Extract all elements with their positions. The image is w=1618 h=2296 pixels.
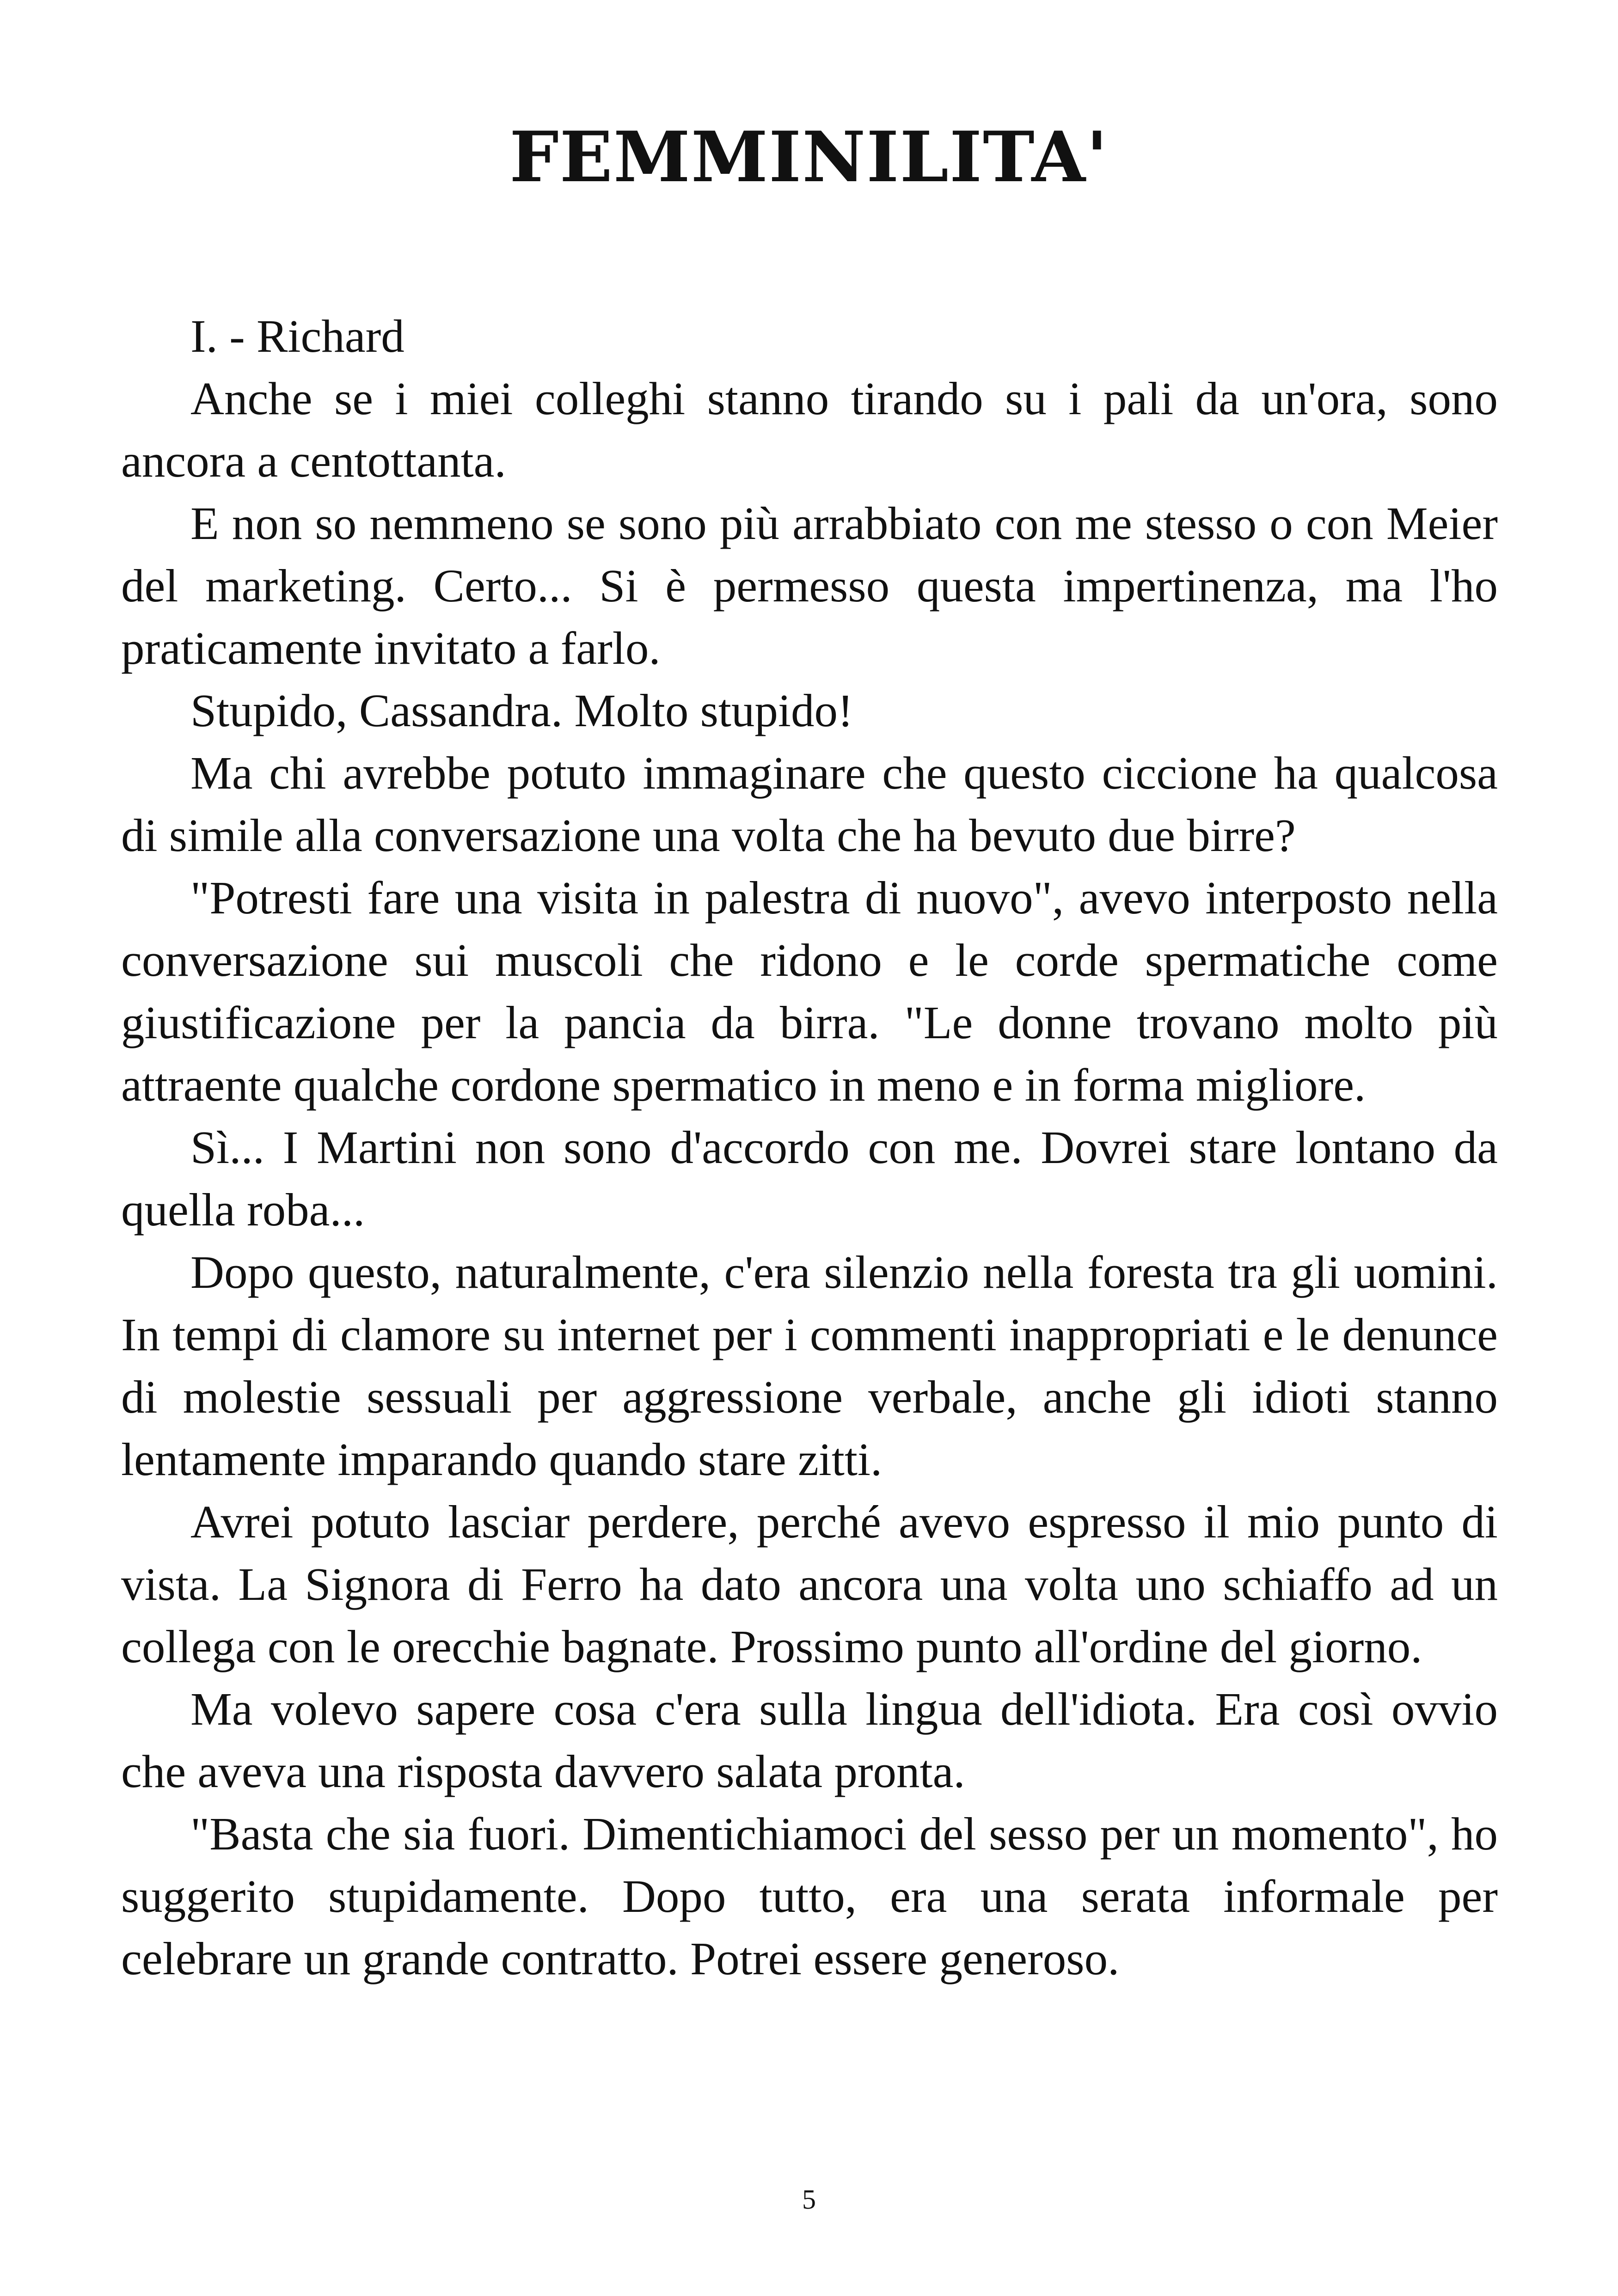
body-text [121, 305, 1498, 1990]
chapter-title: FEMMINILITA' [509, 116, 1109, 198]
paragraph: Anche se i miei colleghi stanno tirando su i pali da un'ora, sono ancora a centottanta. [121, 373, 1498, 487]
paragraph: Ma chi avrebbe potuto immaginare che questo ciccione ha qualcosa di simile alla conversazione una volta che ha bevuto due birre? [121, 747, 1498, 861]
page-number: 5 [802, 2184, 816, 2215]
paragraph: "Basta che sia fuori. Dimentichiamoci del sesso per un momento", ho suggerito stupidamente. Dopo tutto, era una serata informale per celebrare un grande contratto. Potrei essere generoso. [121, 1808, 1498, 1984]
paragraph: Sì... I Martini non sono d'accordo con me. Dovrei stare lontano da quella roba... [121, 1121, 1498, 1236]
paragraph: Ma volevo sapere cosa c'era sulla lingua dell'idiota. Era così ovvio che aveva una risposta davvero salata pronta. [121, 1683, 1498, 1797]
paragraph: Stupido, Cassandra. Molto stupido! [190, 685, 853, 736]
paragraph: Dopo questo, naturalmente, c'era silenzio nella foresta tra gli uomini. In tempi di clamore su internet per i commenti inappropriati e le denunce di molestie sessuali per aggressione verbale, anche gli idioti stanno lentamente imparando quando stare zitti. [121, 1246, 1498, 1485]
paragraph: "Potresti fare una visita in palestra di nuovo", avevo interposto nella conversazione sui muscoli che ridono e le corde spermatiche come giustificazione per la pancia da birra. "Le donne trovano molto più attraente qualche cordone spermatico in meno e in forma migliore. [121, 872, 1498, 1111]
paragraph: E non so nemmeno se sono più arrabbiato con me stesso o con Meier del marketing. Certo... Si è permesso questa impertinenza, ma l'ho praticamente invitato a farlo. [121, 497, 1498, 674]
paragraph: Avrei potuto lasciar perdere, perché avevo espresso il mio punto di vista. La Signora di Ferro ha dato ancora una volta uno schiaffo ad un collega con le orecchie bagnate. Prossimo punto all'ordine del giorno. [121, 1496, 1498, 1672]
paragraph: I. - Richard [190, 310, 404, 362]
